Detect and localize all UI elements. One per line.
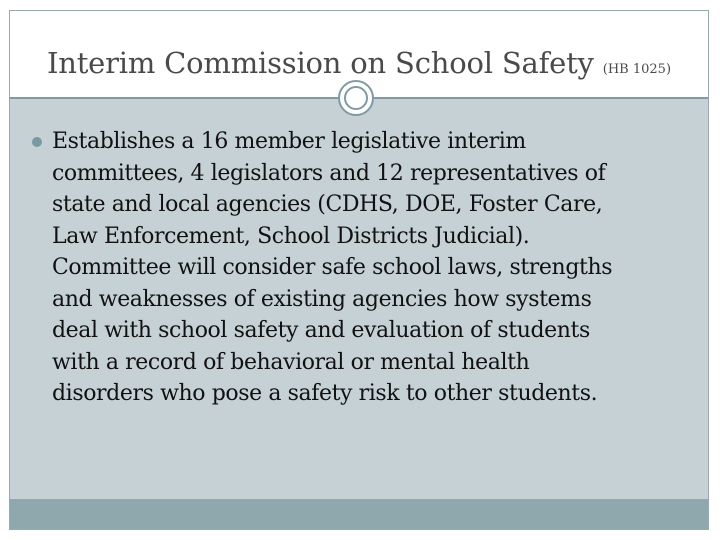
bullet-line: Establishes a 16 member legislative interim [52, 129, 526, 154]
bullet-line: deal with school safety and evaluation of students [52, 318, 590, 343]
bullet-line: with a record of behavioral or mental health [52, 349, 530, 375]
bullet-line: Law Enforcement, School Districts Judicial). [52, 223, 530, 249]
bullet-line: Committee will consider safe school laws, strengths [52, 255, 613, 280]
title-suffix: (HB 1025) [602, 62, 672, 77]
title-text: Interim Commission on School Safety [46, 46, 594, 80]
bullet-line: and weaknesses of existing agencies how systems [52, 286, 592, 312]
bullet-line: state and local agencies (CDHS, DOE, Foster Care, [52, 192, 603, 217]
bullet-line: committees, 4 legislators and 12 representatives of [52, 160, 606, 186]
slide-frame [9, 10, 709, 530]
bullet-line: disorders who pose a safety risk to other students. [52, 381, 598, 406]
